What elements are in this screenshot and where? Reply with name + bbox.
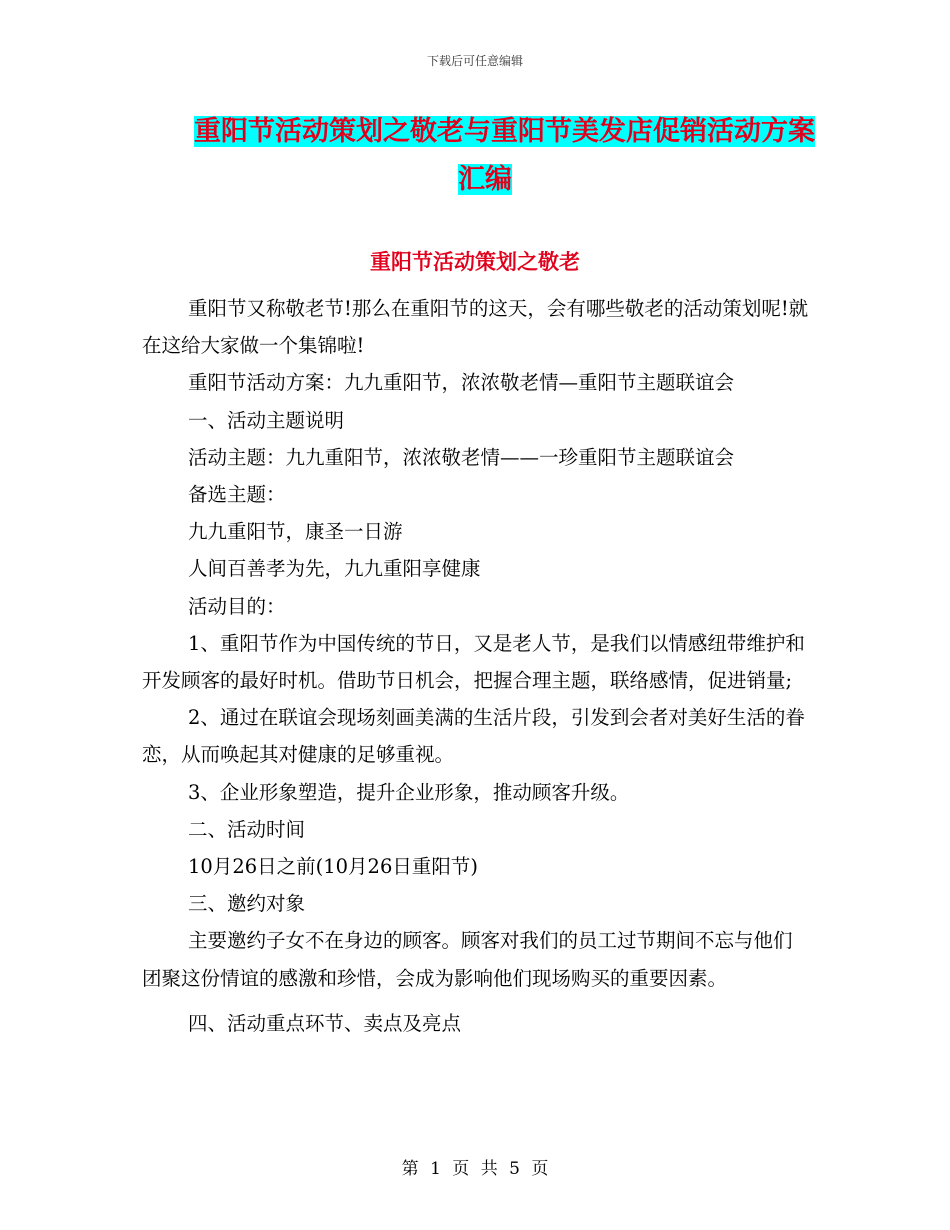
paragraph: 活动目的： (188, 594, 286, 618)
paragraph: 重阳节活动方案：九九重阳节，浓浓敬老情—重阳节主题联谊会 (188, 371, 735, 395)
paragraph: 2、通过在联谊会现场刻画美满的生活片段，引发到会者对美好生活的眷恋，从而唤起其对健康的足够重视。 (142, 706, 805, 767)
paragraph: 重阳节又称敬老节!那么在重阳节的这天，会有哪些敬老的活动策划呢!就在这给大家做一个集锦啦! (142, 297, 809, 358)
document-title (140, 108, 830, 204)
paragraph: 备选主题： (188, 483, 286, 507)
paragraph: 3、企业形象塑造，提升企业形象，推动顾客升级。 (188, 780, 630, 804)
section-title: 重阳节活动策划之敬老 (370, 250, 580, 274)
paragraph: 二、活动时间 (188, 817, 306, 841)
paragraph: 四、活动重点环节、卖点及亮点 (188, 1011, 462, 1035)
paragraph: 10月26日之前(10月26日重阳节) (188, 855, 478, 879)
paragraph: 一、活动主题说明 (188, 408, 345, 432)
paragraph: 九九重阳节，康圣一日游 (188, 520, 403, 544)
paragraph: 1、重阳节作为中国传统的节日，又是老人节，是我们以情感纽带维护和开发顾客的最好时机。借助节日机会，把握合理主题，联络感情，促进销量; (142, 631, 805, 693)
paragraph: 三、邀约对象 (188, 892, 306, 916)
document-body (142, 290, 810, 1042)
paragraph: 人间百善孝为先，九九重阳享健康 (188, 557, 481, 581)
paragraph: 活动主题：九九重阳节，浓浓敬老情——一珍重阳节主题联谊会 (188, 445, 735, 469)
title-line-1: 重阳节活动策划之敬老与重阳节美发店促销活动方案 (194, 116, 815, 147)
header-note: 下载后可任意编辑 (426, 54, 523, 68)
paragraph: 主要邀约子女不在身边的顾客。顾客对我们的员工过节期间不忘与他们团聚这份情谊的感激和珍惜，会成为影响他们现场购买的重要因素。 (142, 929, 793, 990)
title-line-2: 汇编 (458, 164, 512, 195)
page-footer: 第 1 页 共 5 页 (401, 1159, 549, 1179)
